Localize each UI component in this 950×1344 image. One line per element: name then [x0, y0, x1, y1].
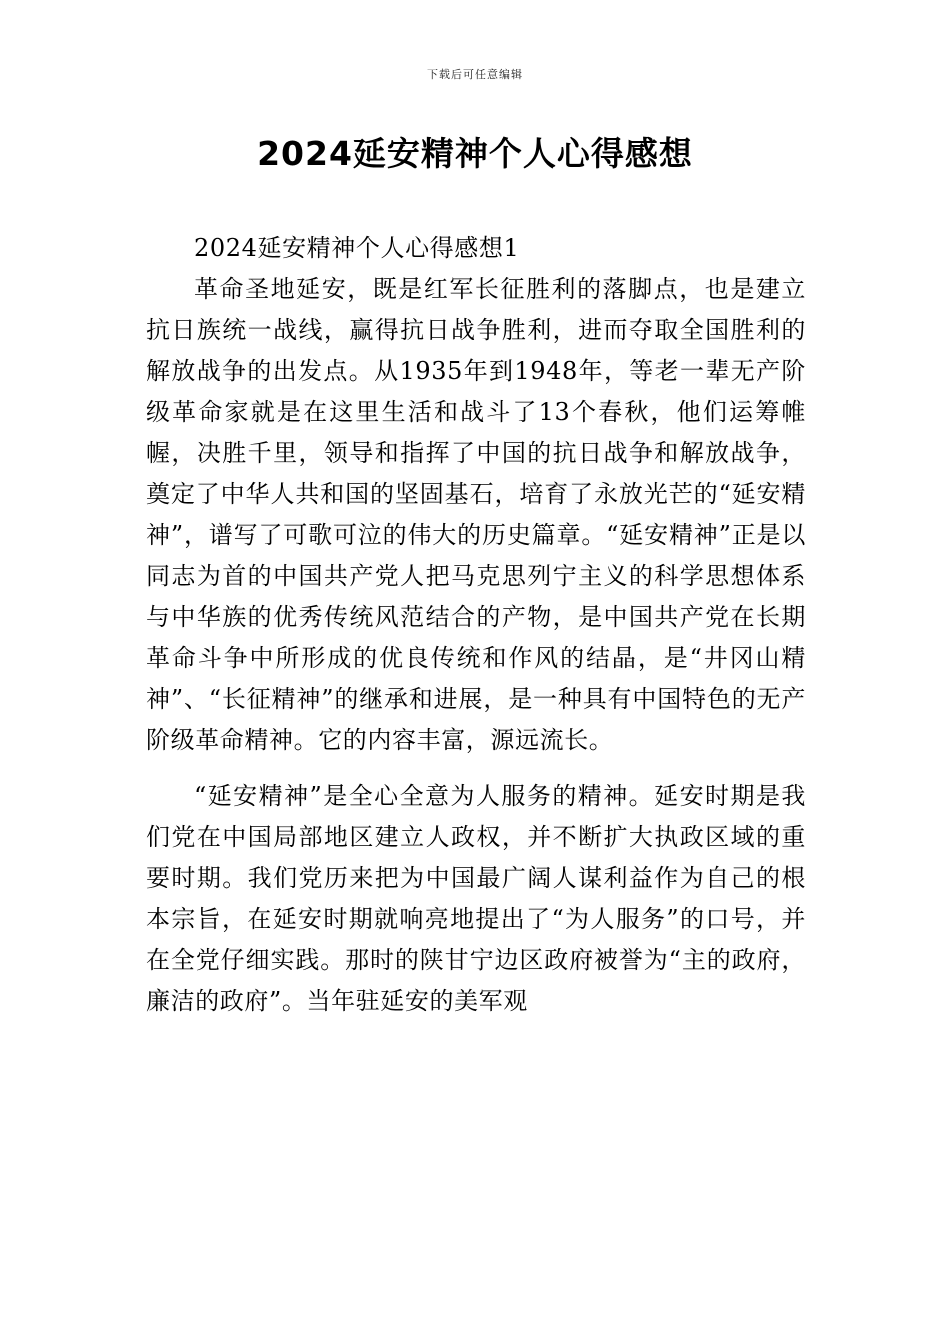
section-subtitle: 2024延安精神个人心得感想1 [194, 234, 520, 262]
paragraph: 革命圣地延安，既是红军长征胜利的落脚点，也是建立抗日族统一战线，赢得抗日战争胜利，进而夺取全国胜利的解放战争的出发点。从1935年到1948年，等老一辈无产阶级革命家就是在这里生活和战斗了13个春秋，他们运筹帷幄，决胜千里，领导和指挥了中国的抗日战争和解放战争，奠定了中华人共和国的坚固基石，培育了永放光芒的“延安精神”，谱写了可歌可泣的伟大的历史篇章。“延安精神”正是以同志为首的中国共产党人把马克思列宁主义的科学思想体系与中华族的优秀传统风范结合的产物，是中国共产党在长期革命斗争中所形成的优良传统和作风的结晶，是“井冈山精神”、“长征精神”的继承和进展，是一种具有中国特色的无产阶级革命精神。它的内容丰富，源远流长。 [146, 275, 806, 754]
header-note: 下载后可任意编辑 [427, 68, 523, 81]
paragraph: “延安精神”是全心全意为人服务的精神。延安时期是我们党在中国局部地区建立人政权，并不断扩大执政区域的重要时期。我们党历来把为中国最广阔人谋利益作为自己的根本宗旨，在延安时期就响亮地提出了“为人服务”的口号，并在全党仔细实践。那时的陕甘宁边区政府被誉为“主的政府，廉洁的政府”。当年驻延安的美军观 [146, 782, 806, 1015]
document-body [146, 228, 806, 1022]
document-title: 2024延安精神个人心得感想 [257, 134, 693, 173]
